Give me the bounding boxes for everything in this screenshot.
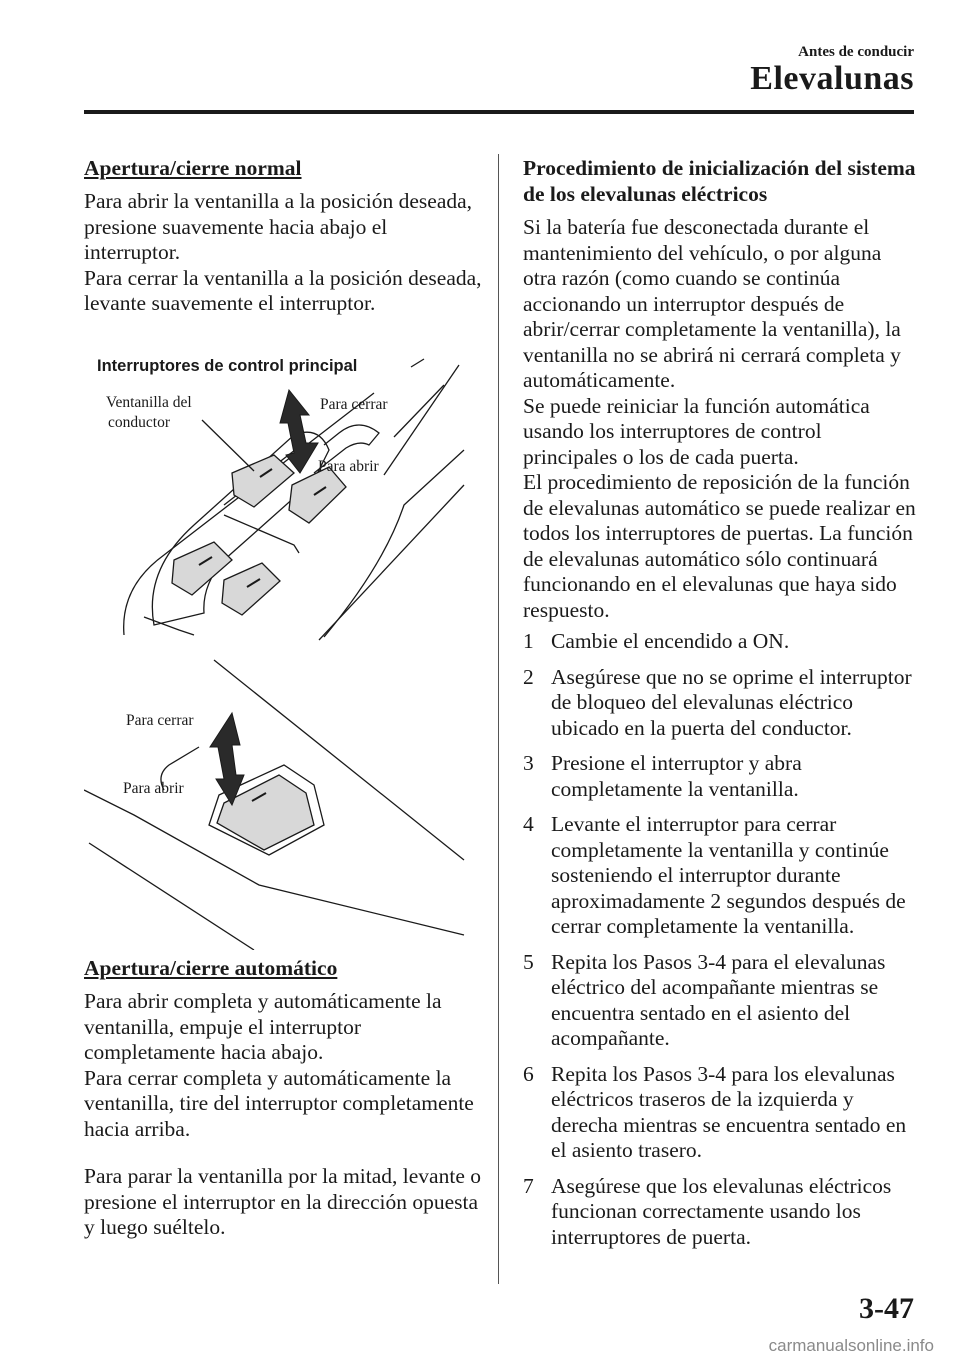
driver-window-label-line1: Ventanilla del: [106, 394, 192, 411]
normal-open-paragraph: Para abrir la ventanilla a la posición deseada, presione suavemente hacia abajo el interruptor.: [84, 189, 473, 264]
initialization-intro-1: Si la batería fue desconectada durante el mantenimiento del vehículo, o por alguna otra razón (como cuando se continúa accionando un interruptor después de abrir/cerrar completamente la ventanilla), la ventanilla no se abrirá ni cerrará completa y automáticamente.: [523, 215, 901, 392]
watermark: carmanualsonline.info: [768, 1336, 934, 1355]
step-text: Asegúrese que los elevalunas eléctricos funcionan correctamente usando los interruptores de puerta.: [551, 1173, 892, 1249]
list-item: [523, 751, 918, 802]
step-number: 6: [523, 1061, 534, 1086]
list-item: [523, 812, 918, 940]
left-column-lower: [84, 955, 484, 1241]
step-number: 1: [523, 629, 534, 653]
page-number: 3-47: [859, 1292, 914, 1325]
initialization-heading: Procedimiento de inicialización del sistema de los elevalunas eléctricos: [523, 156, 916, 206]
close-label-bottom: Para cerrar: [126, 712, 194, 729]
list-item: [523, 665, 918, 742]
initialization-intro-2: Se puede reiniciar la función automática usando los interruptores de control principales o los de cada puerta.: [523, 393, 870, 469]
list-item: [523, 1062, 918, 1164]
left-column: [84, 155, 484, 317]
auto-operation-heading: Apertura/cierre automático: [84, 956, 338, 980]
auto-stop-paragraph: Para parar la ventanilla por la mitad, levante o presione el interruptor en la dirección opuesta y luego suéltelo.: [84, 1164, 481, 1239]
page-title: Elevalunas: [750, 60, 914, 97]
list-item: [523, 950, 918, 1052]
step-text: Repita los Pasos 3-4 para el elevalunas eléctrico del acompañante mientras se encuentra sentado en el asiento del acompañante.: [551, 949, 886, 1050]
paragraph-gap: [84, 1142, 484, 1164]
step-number: 7: [523, 1173, 534, 1198]
close-label-top: Para cerrar: [320, 396, 388, 413]
initialization-intro-3: El procedimiento de reposición de la función de elevalunas automático se puede realizar en todos los interruptores de puertas. La función de elevalunas automático sólo continuará funcionando en el elevalunas que haya sido respuesto.: [523, 470, 916, 622]
step-text: Cambie el encendido a ON.: [551, 629, 790, 653]
step-text: Asegúrese que no se oprime el interruptor de bloqueo del elevalunas eléctrico ubicado en la puerta del conductor.: [551, 664, 912, 740]
window-switch-figure: [84, 355, 484, 950]
window-switch-illustration: [84, 355, 484, 950]
step-text: Presione el interruptor y abra completamente la ventanilla.: [551, 751, 802, 801]
step-number: 5: [523, 949, 534, 974]
auto-close-paragraph: Para cerrar completa y automáticamente la ventanilla, tire del interruptor completamente hacia arriba.: [84, 1065, 474, 1141]
column-divider: [498, 154, 499, 1284]
list-item: [523, 1174, 918, 1251]
open-label-top: Para abrir: [318, 458, 379, 475]
right-column: [523, 155, 918, 1260]
step-text: Levante el interruptor para cerrar completamente la ventanilla y continúe sosteniendo el interruptor durante aproximadamente 2 segundos después de cerrar completamente la ventanilla.: [551, 812, 906, 938]
auto-open-paragraph: Para abrir completa y automáticamente la ventanilla, empuje el interruptor completamente hacia abajo.: [84, 989, 442, 1064]
header-rule: [84, 110, 914, 114]
step-number: 3: [523, 751, 534, 775]
step-number: 2: [523, 664, 534, 689]
step-number: 4: [523, 812, 534, 836]
header-section-label: Antes de conducir: [798, 44, 914, 60]
normal-close-paragraph: Para cerrar la ventanilla a la posición deseada, levante suavemente el interruptor.: [84, 265, 482, 315]
step-text: Repita los Pasos 3-4 para los elevalunas eléctricos traseros de la izquierda y derecha mientras se encuentra sentado en el asiento trasero.: [551, 1061, 907, 1162]
driver-window-label-line2: conductor: [108, 414, 170, 431]
normal-operation-heading: Apertura/cierre normal: [84, 156, 302, 180]
initialization-steps: [523, 629, 918, 1250]
list-item: [523, 629, 918, 655]
figure-title: Interruptores de control principal: [97, 357, 358, 375]
open-label-bottom: Para abrir: [123, 780, 184, 797]
